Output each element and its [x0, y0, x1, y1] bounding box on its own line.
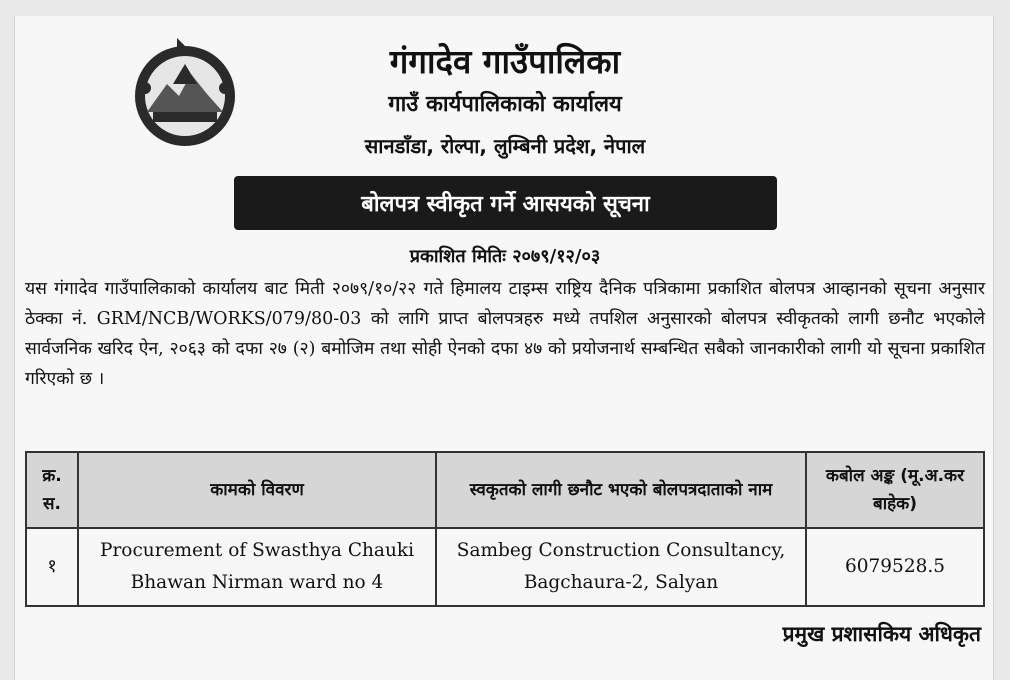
office-name: गाउँ कार्यपालिकाको कार्यालय: [388, 92, 622, 117]
table-header-row: [26, 452, 984, 528]
notice-page: [14, 16, 994, 680]
cell-bidder: Sambeg Construction Consultancy, Bagchaura-2, Salyan: [436, 528, 806, 606]
published-date: प्रकाशित मितिः २०७९/१२/०३: [409, 246, 601, 267]
header-sn: क्र. स.: [26, 452, 78, 528]
cell-description: Procurement of Swasthya Chauki Bhawan Nirman ward no 4: [78, 528, 436, 606]
notice-body: यस गंगादेव गाउँपालिकाको कार्यालय बाट मिती २०७९/१०/२२ गते हिमालय टाइम्स राष्ट्रिय दैनिक पत्रिकामा प्रकाशित बोलपत्र आव्हानको सूचना अनुसार ठेक्का नं. GRM/NCB/WORKS/079/80-03 को लागि प्राप्त बोलपत्रहरु मध्ये तपशिल अनुसारको बोलपत्र स्वीकृतको लागी छनौट भएकोले सार्वजनिक खरिद ऐन, २०६३ को दफा २७ (२) बमोजिम तथा सोही ऐनको दफा ४७ को प्रयोजनार्थ सम्बन्धित सबैको जानकारीको लागी यो सूचना प्रकाशित गरिएको छ ।: [25, 279, 985, 389]
municipality-name: गंगादेव गाउँपालिका: [389, 42, 621, 81]
table-row: [26, 528, 984, 606]
award-table: [25, 451, 985, 607]
header-amount: कबोल अङ्क (मू.अ.कर बाहेक): [806, 452, 984, 528]
header-description: कामको विवरण: [78, 452, 436, 528]
signatory-title: प्रमुख प्रशासकिय अधिकृत: [782, 622, 981, 646]
office-address: सानडाँडा, रोल्पा, लुम्बिनी प्रदेश, नेपाल: [364, 134, 646, 158]
cell-amount: 6079528.5: [806, 528, 984, 606]
cell-sn: १: [26, 528, 78, 606]
notice-title: बोलपत्र स्वीकृत गर्ने आसयको सूचना: [234, 176, 777, 230]
header-bidder: स्वकृतको लागी छनौट भएको बोलपत्रदाताको नाम: [436, 452, 806, 528]
